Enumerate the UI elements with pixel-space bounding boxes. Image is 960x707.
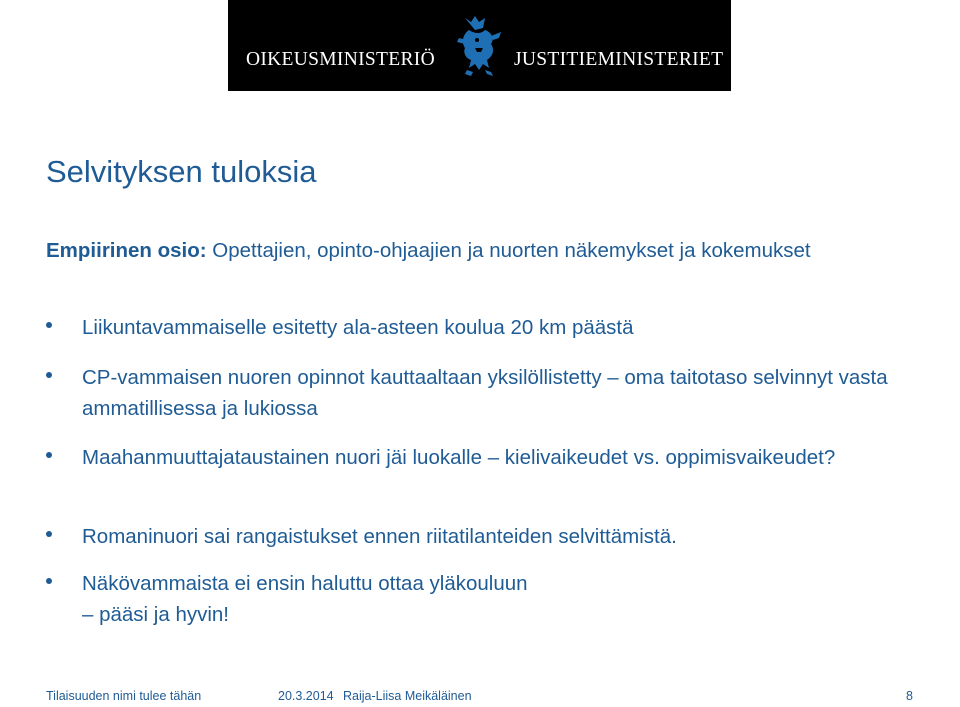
lion-crest-icon: [455, 12, 503, 78]
bullet-text: Maahanmuuttajataustainen nuori jäi luokalle – kielivaikeudet vs. oppimisvaikeudet?: [82, 446, 836, 469]
bullet-text: Näkövammaista ei ensin haluttu ottaa yläkouluun – pääsi ja hyvin!: [82, 572, 528, 626]
intro-paragraph: [46, 236, 906, 266]
bullet-icon: [46, 372, 52, 378]
footer-date: 20.3.2014: [278, 689, 334, 703]
ministry-logo-band: [228, 0, 731, 91]
intro-lead: Empiirinen osio:: [46, 239, 207, 262]
bullet-text: Romaninuori sai rangaistukset ennen riitatilanteiden selvittämistä.: [82, 525, 677, 548]
bullet-icon: [46, 452, 52, 458]
intro-text: Opettajien, opinto-ohjaajien ja nuorten näkemykset ja kokemukset: [206, 239, 811, 262]
footer-author: Raija-Liisa Meikäläinen: [343, 689, 472, 703]
ministry-name-finnish: OIKEUSMINISTERIÖ: [246, 49, 435, 70]
footer-event-title: Tilaisuuden nimi tulee tähän: [46, 689, 202, 703]
footer-page-number: 8: [906, 689, 913, 703]
slide-title: Selvityksen tuloksia: [46, 154, 317, 189]
bullet-icon: [46, 531, 52, 537]
bullet-text: CP-vammaisen nuoren opinnot kauttaaltaan yksilöllistetty – oma taitotaso selvinnyt vasta ammatillisessa ja lukiossa: [82, 366, 888, 420]
bullet-text: Liikuntavammaiselle esitetty ala-asteen koulua 20 km päästä: [82, 316, 634, 339]
bullet-icon: [46, 322, 52, 328]
bullet-icon: [46, 578, 52, 584]
ministry-name-swedish: JUSTITIEMINISTERIET: [514, 49, 724, 70]
